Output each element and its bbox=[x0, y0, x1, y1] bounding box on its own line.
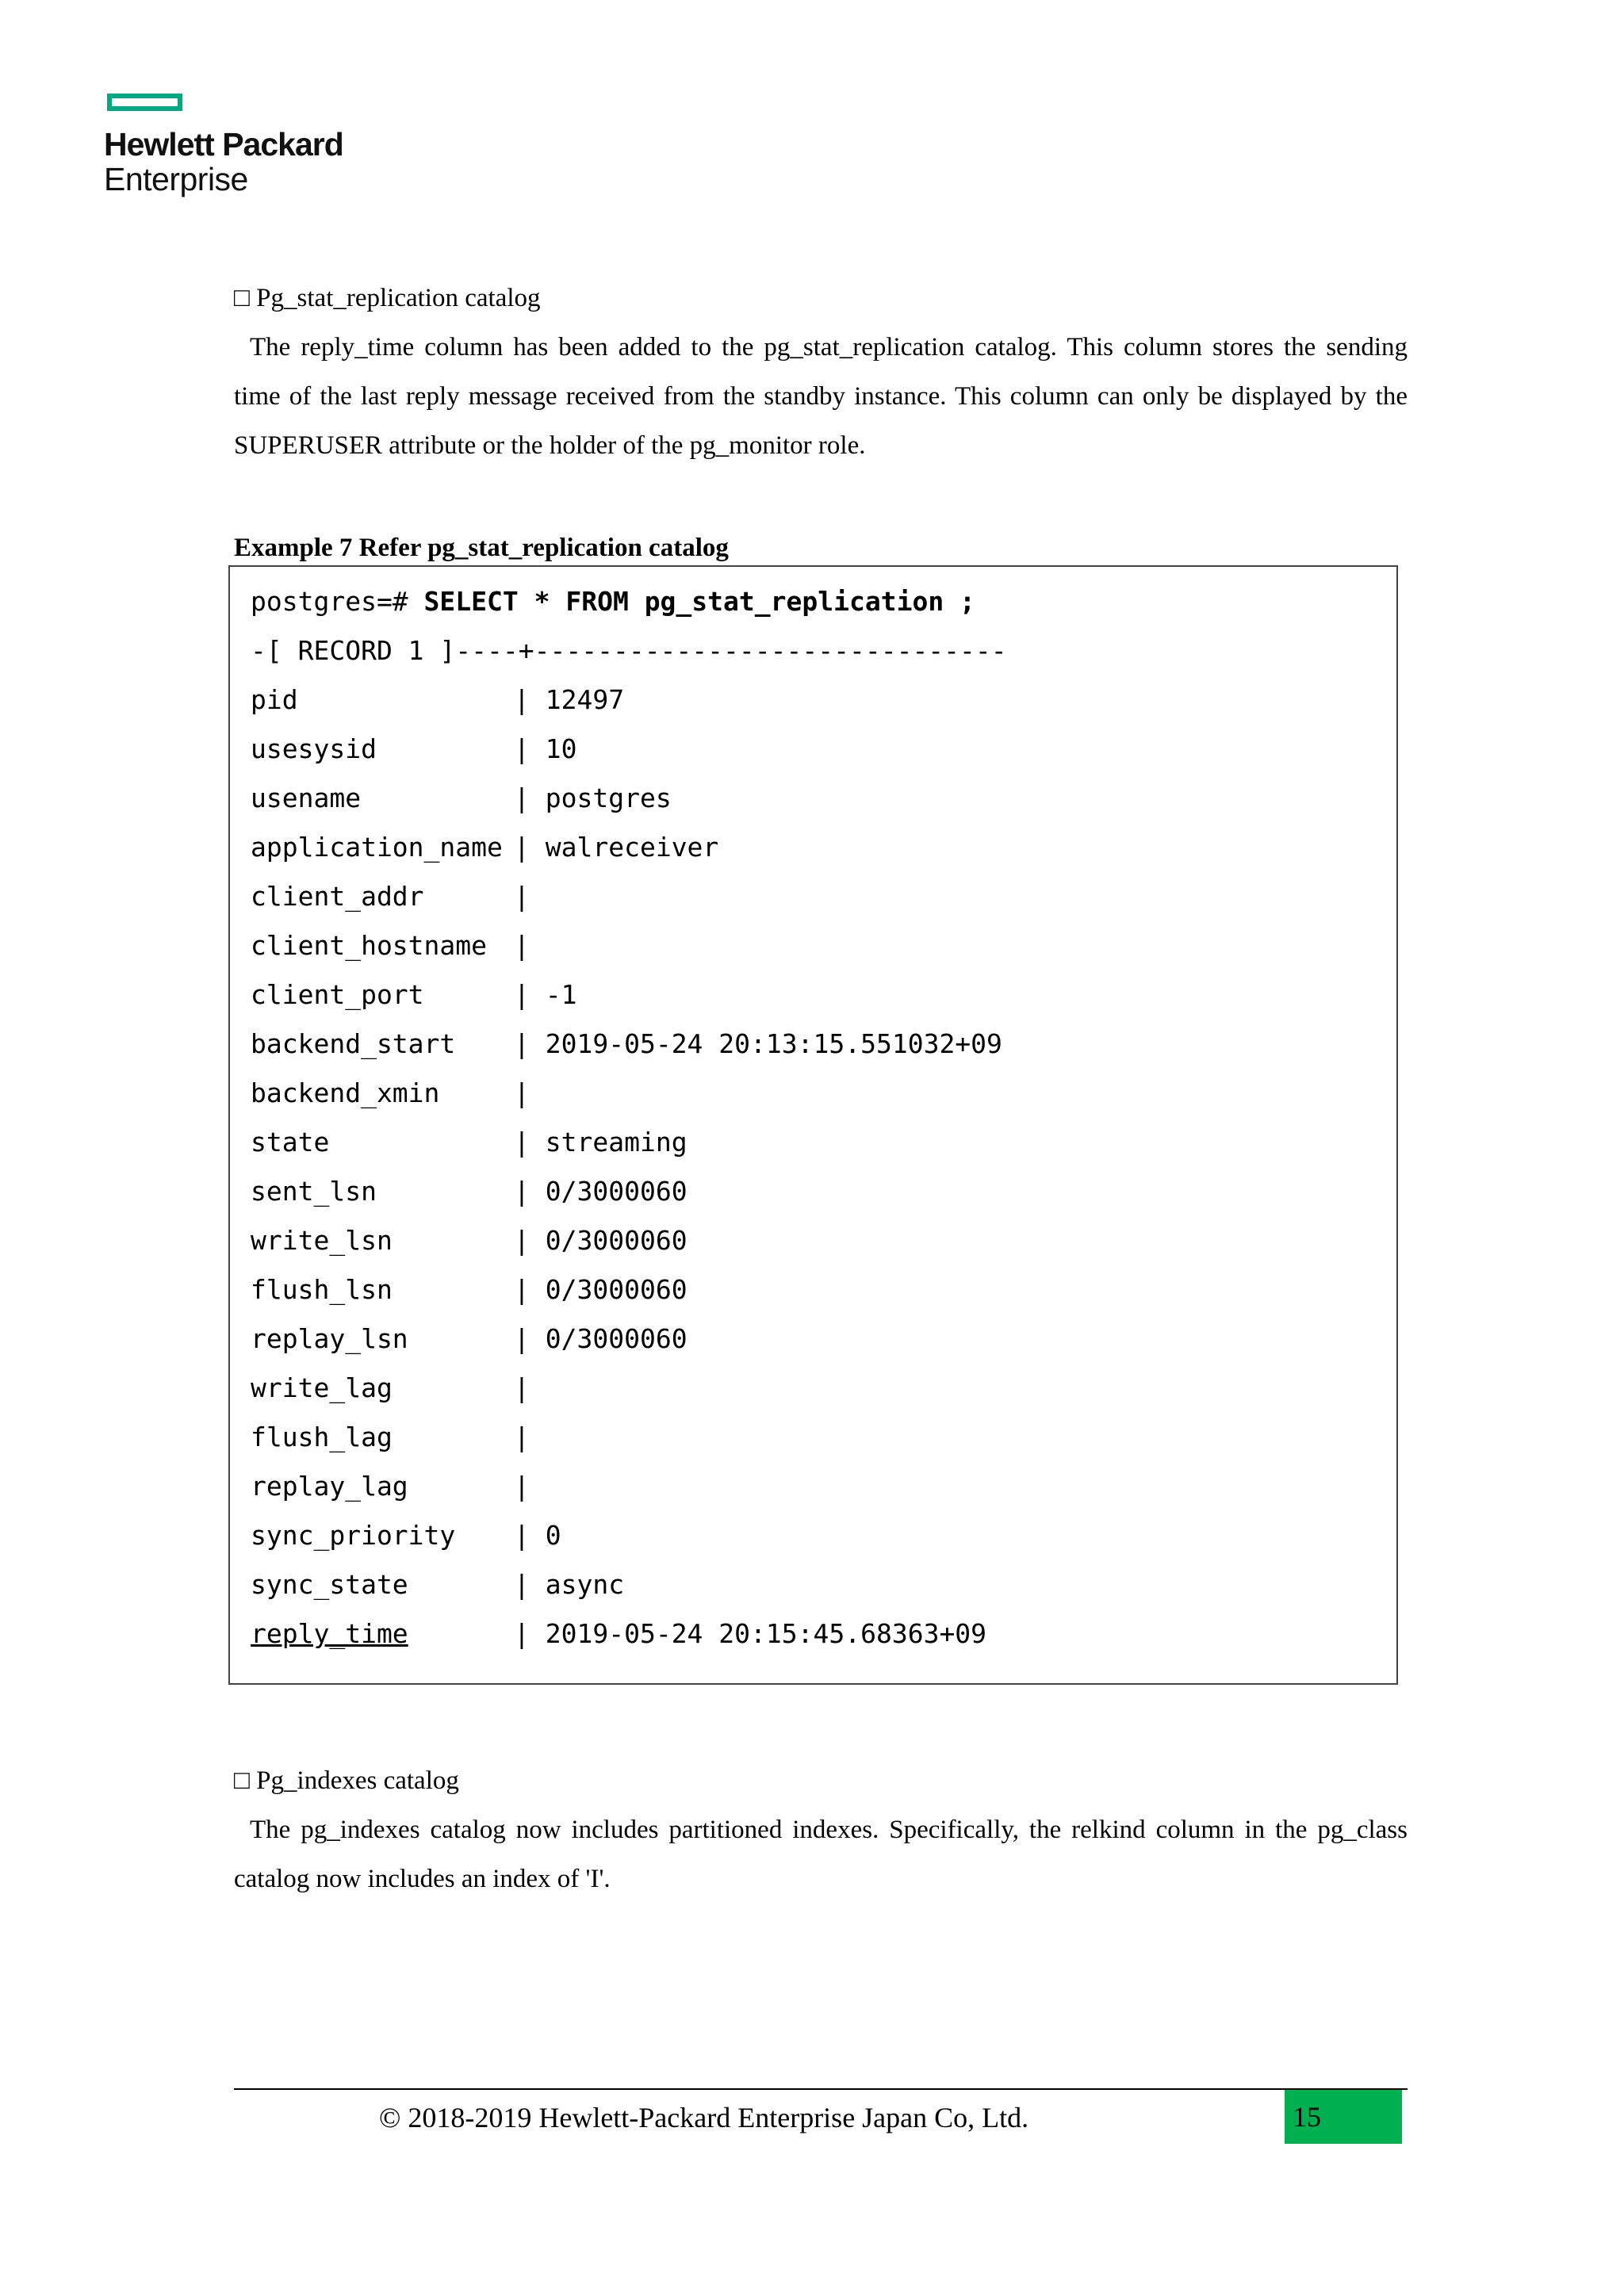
code-row-separator: | bbox=[514, 881, 546, 912]
code-row-pid bbox=[251, 675, 624, 725]
code-row-value: 0 bbox=[545, 1520, 561, 1551]
code-row-separator: | bbox=[514, 1372, 546, 1403]
code-row-name: replay_lag bbox=[251, 1471, 408, 1502]
code-row-separator: | bbox=[514, 733, 546, 764]
code-row-write-lag bbox=[251, 1364, 546, 1413]
code-row-name: state bbox=[251, 1127, 330, 1158]
footer-copyright: © 2018-2019 Hewlett-Packard Enterprise Japan Co, Ltd. bbox=[379, 2102, 1029, 2133]
code-row-value: 0/3000060 bbox=[545, 1225, 688, 1256]
code-row-name: sync_priority bbox=[251, 1520, 456, 1551]
code-row-separator: | bbox=[514, 1323, 546, 1354]
code-row-value: 2019-05-24 20:13:15.551032+09 bbox=[545, 1028, 1002, 1059]
code-row-client-hostname bbox=[251, 921, 546, 970]
code-row-value: 0/3000060 bbox=[545, 1274, 688, 1305]
code-row-application-name bbox=[251, 823, 718, 872]
code-row-separator: | bbox=[514, 930, 546, 961]
code-row-sync-priority bbox=[251, 1511, 561, 1560]
example-caption: Example 7 Refer pg_stat_replication catalog bbox=[234, 534, 729, 562]
code-row-flush-lsn bbox=[251, 1265, 688, 1314]
code-row-name: write_lsn bbox=[251, 1225, 393, 1256]
code-row-separator: | bbox=[514, 1422, 546, 1452]
code-row-separator: | bbox=[514, 979, 546, 1010]
code-row-value: walreceiver bbox=[545, 832, 719, 863]
code-row-name: sent_lsn bbox=[251, 1176, 377, 1207]
section-heading: □ Pg_stat_replication catalog bbox=[234, 284, 541, 312]
code-row-value: streaming bbox=[545, 1127, 688, 1158]
logo-text-line2: Enterprise bbox=[104, 161, 248, 197]
code-row-name: usename bbox=[251, 783, 362, 813]
code-row-value: postgres bbox=[545, 783, 672, 813]
code-row-replay-lsn bbox=[251, 1314, 688, 1364]
code-example-box bbox=[228, 565, 1398, 1685]
hpe-logo-rectangle-mark bbox=[107, 94, 182, 111]
page-number-box bbox=[1285, 2090, 1402, 2144]
code-row-name: flush_lsn bbox=[251, 1274, 393, 1305]
code-row-separator: | bbox=[514, 1569, 546, 1600]
code-row-value: 10 bbox=[545, 733, 577, 764]
code-row-separator: | bbox=[514, 684, 546, 715]
footer-divider bbox=[234, 2088, 1408, 2090]
code-row-separator: | bbox=[514, 1618, 546, 1649]
code-row-name: backend_start bbox=[251, 1028, 456, 1059]
code-row-value: 0/3000060 bbox=[545, 1323, 688, 1354]
code-prompt: postgres=# bbox=[251, 586, 424, 617]
page-number: 15 bbox=[1293, 2101, 1321, 2133]
code-row-value: 12497 bbox=[545, 684, 625, 715]
code-row-separator: | bbox=[514, 1176, 546, 1207]
code-row-flush-lag bbox=[251, 1413, 546, 1462]
code-row-name: usesysid bbox=[251, 733, 377, 764]
code-row-separator: | bbox=[514, 832, 546, 863]
code-row-name: backend_xmin bbox=[251, 1077, 440, 1108]
code-row-backend-xmin bbox=[251, 1069, 546, 1118]
logo-text-line1: Hewlett Packard bbox=[104, 126, 343, 163]
section-pg-indexes bbox=[234, 1756, 1408, 1904]
code-row-name: replay_lsn bbox=[251, 1323, 408, 1354]
code-row-separator: | bbox=[514, 1028, 546, 1059]
code-row-client-port bbox=[251, 970, 577, 1020]
code-row-sent-lsn bbox=[251, 1167, 688, 1216]
code-row-name: application_name bbox=[251, 832, 503, 863]
section-heading: □ Pg_indexes catalog bbox=[234, 1766, 459, 1795]
code-row-name: client_port bbox=[251, 979, 424, 1010]
code-row-separator: | bbox=[514, 783, 546, 813]
code-row-name: sync_state bbox=[251, 1569, 408, 1600]
code-row-name: write_lag bbox=[251, 1372, 393, 1403]
code-row-separator: | bbox=[514, 1127, 546, 1158]
code-row-backend-start bbox=[251, 1020, 1002, 1069]
section-pg-stat-replication bbox=[234, 274, 1408, 470]
code-row-client-addr bbox=[251, 872, 546, 921]
hpe-logo bbox=[104, 94, 343, 197]
code-row-name: reply_time bbox=[251, 1618, 408, 1649]
code-row-state bbox=[251, 1118, 688, 1167]
code-row-value: -1 bbox=[545, 979, 577, 1010]
code-row-separator: | bbox=[514, 1274, 546, 1305]
code-row-name: flush_lag bbox=[251, 1422, 393, 1452]
code-row-name: pid bbox=[251, 684, 298, 715]
code-row-value: async bbox=[545, 1569, 625, 1600]
code-row-name: client_hostname bbox=[251, 930, 488, 961]
code-command: SELECT * FROM pg_stat_replication ; bbox=[423, 586, 975, 617]
code-row-usename bbox=[251, 774, 672, 823]
code-row-value: 2019-05-24 20:15:45.68363+09 bbox=[545, 1618, 987, 1649]
code-row-value: 0/3000060 bbox=[545, 1176, 688, 1207]
code-record-header: -[ RECORD 1 ]----+------------------------------ bbox=[251, 635, 1007, 666]
code-row-usesysid bbox=[251, 725, 577, 774]
code-row-separator: | bbox=[514, 1520, 546, 1551]
code-row-separator: | bbox=[514, 1225, 546, 1256]
code-row-separator: | bbox=[514, 1077, 546, 1108]
code-row-name: client_addr bbox=[251, 881, 424, 912]
section-paragraph: The pg_indexes catalog now includes partitioned indexes. Specifically, the relkind column in the pg_class catalog now includes an index of 'I'. bbox=[234, 1816, 1408, 1893]
section-paragraph: The reply_time column has been added to the pg_stat_replication catalog. This column stores the sending time of the last reply message received from the standby instance. This column can only be displayed by the SUPERUSER attribute or the holder of the pg_monitor role. bbox=[234, 333, 1408, 460]
code-row-separator: | bbox=[514, 1471, 546, 1502]
code-row-sync-state bbox=[251, 1560, 624, 1609]
code-row-replay-lag bbox=[251, 1462, 546, 1511]
code-row-write-lsn bbox=[251, 1216, 688, 1265]
code-command-line bbox=[251, 577, 975, 626]
code-row-reply-time bbox=[251, 1609, 986, 1659]
